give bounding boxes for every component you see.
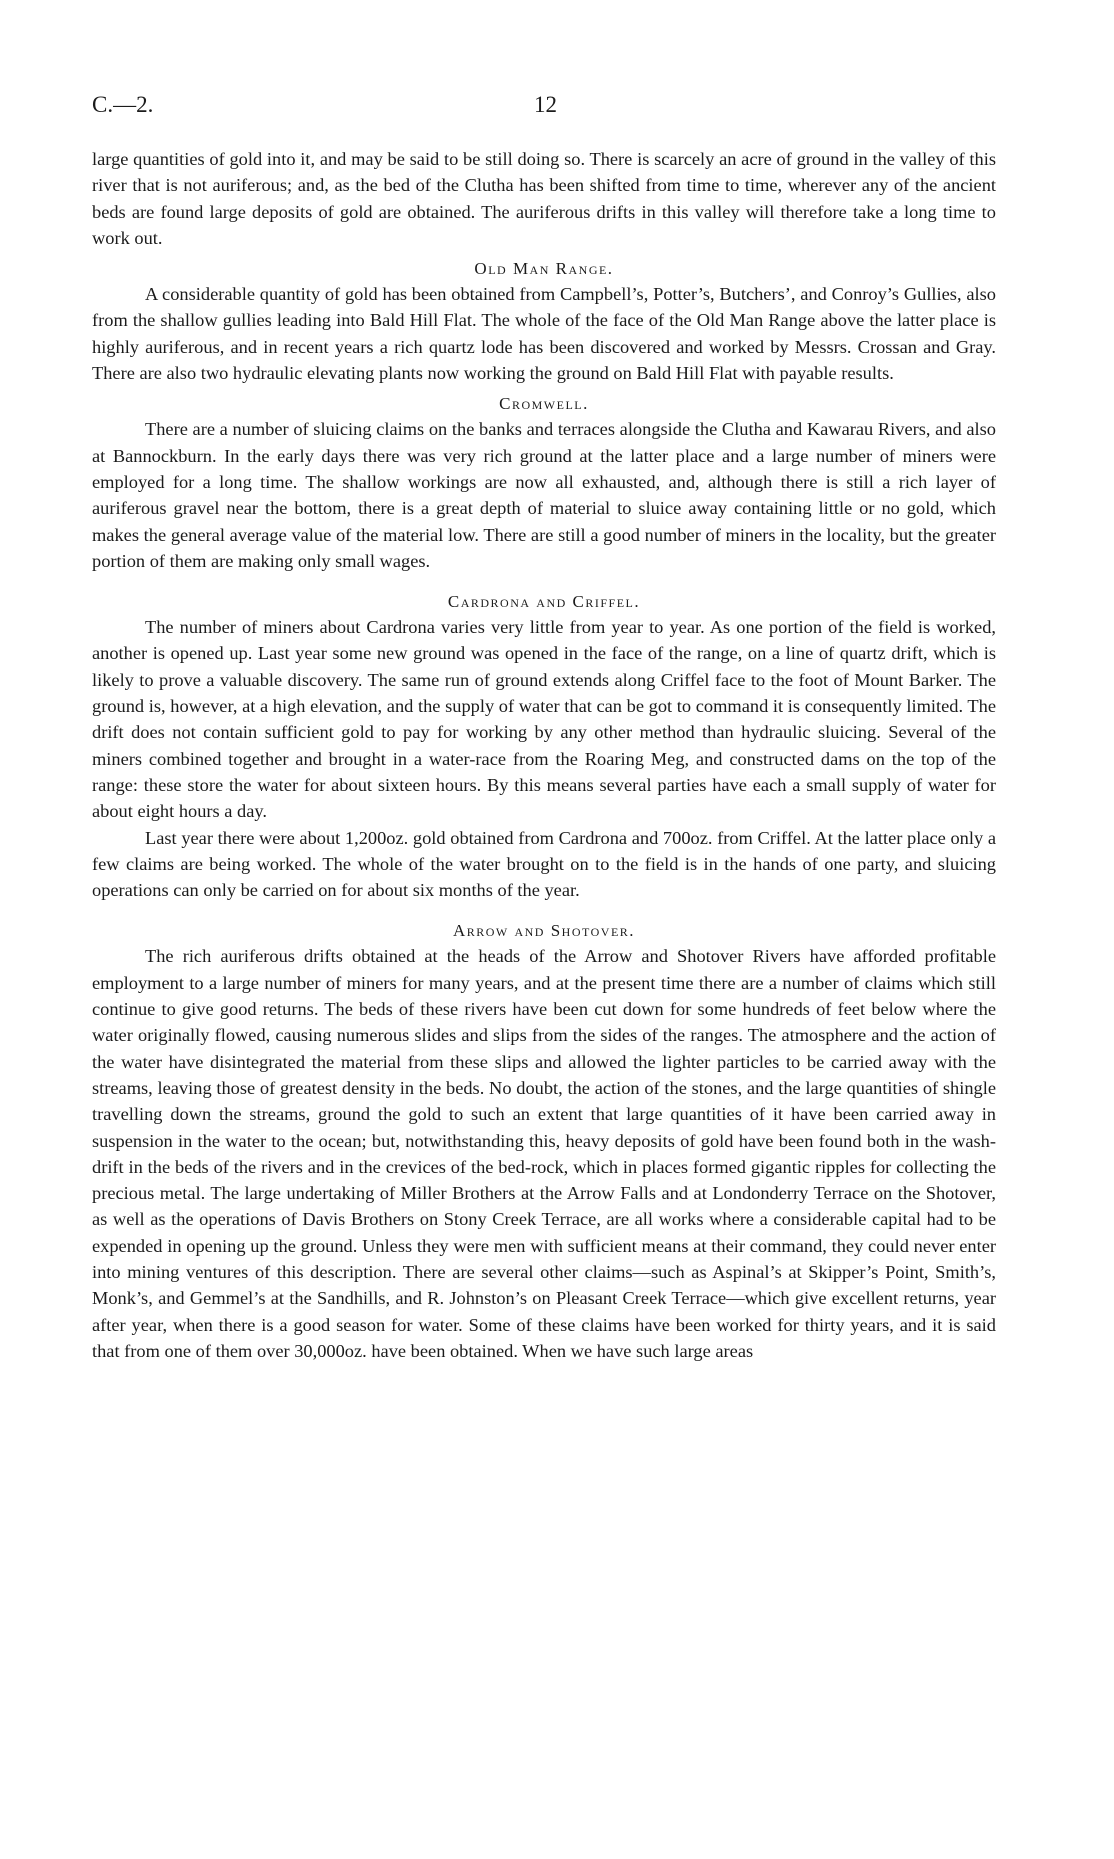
arrow-shotover-paragraph: The rich auriferous drifts obtained at the heads of the Arrow and Shotover Rivers have afforded profitable employment to a large number of miners for many years, and at the present time there are a number of claims which still continue to give good returns. The beds of these rivers have been cut down for some hundreds of feet below where the water originally flowed, causing numerous slides and slips from the sides of the ranges. The atmosphere and the action of the water have disintegrated the material from these slips and allowed the lighter particles to be carried away with the streams, leaving those of greatest density in the beds. No doubt, the action of the stones, and the large quantities of shingle travelling down the streams, ground the gold to such an extent that large quantities of it have been carried away in suspension in the water to the ocean; but, notwithstanding this, heavy deposits of gold have been found both in the wash-drift in the beds of the rivers and in the crevices of the bed-rock, which in places formed gigantic ripples for collecting the precious metal. The large undertaking of Miller Brothers at the Arrow Falls and at Londonderry Terrace on the Shotover, as well as the operations of Davis Brothers on Stony Creek Terrace, are all works where a considerable capital had to be expended in opening up the ground. Unless they were men with sufficient means at their command, they could never enter into mining ventures of this description. There are several other claims—such as Aspinal’s at Skipper’s Point, Smith’s, Monk’s, and Gemmel’s at the Sandhills, and R. Johnston’s on Pleasant Creek Terrace—which give excellent returns, year after year, when there is a good season for water. Some of these claims have been worked for thirty years, and it is said that from one of them over 30,000oz. have been obtained. When we have such large areas: [92, 946, 996, 1361]
heading-cromwell: Cromwell.: [499, 394, 589, 414]
document-body: [92, 146, 996, 1364]
heading-cardrona-criffel: Cardrona and Criffel.: [447, 592, 641, 612]
page-header: [92, 92, 996, 128]
intro-paragraph: large quantities of gold into it, and may be said to be still doing so. There is scarcely an acre of ground in the valley of this river that is not auriferous; and, as the bed of the Clutha has been shifted from time to time, wherever any of the ancient beds are found large deposits of gold are obtained. The auriferous drifts in this valley will therefore take a long time to work out.: [92, 149, 996, 248]
heading-arrow-shotover: Arrow and Shotover.: [452, 921, 636, 941]
document-page: [92, 92, 996, 1364]
page-number: 12: [534, 92, 557, 117]
heading-old-man-range: Old Man Range.: [474, 259, 614, 279]
cardrona-paragraph-2: Last year there were about 1,200oz. gold obtained from Cardrona and 700oz. from Criffel. At the latter place only a few claims are being worked. The whole of the water brought on to the field is in the hands of one party, and sluicing operations can only be carried on for about six months of the year.: [92, 827, 996, 901]
cromwell-paragraph: There are a number of sluicing claims on the banks and terraces alongside the Clutha and Kawarau Rivers, and also at Bannockburn. In the early days there was very rich ground at the latter place and a large number of miners were employed for a long time. The shallow workings are now all exhausted, and, although there is still a rich layer of auriferous gravel near the bottom, there is a great depth of material to sluice away containing little or no gold, which makes the general average value of the material low. There are still a good number of miners in the locality, but the greater portion of them are making only small wages.: [92, 419, 996, 571]
cardrona-paragraph-1: The number of miners about Cardrona varies very little from year to year. As one portion of the field is worked, another is opened up. Last year some new ground was opened in the face of the range, on a line of quartz drift, which is likely to prove a valuable discovery. The same run of ground extends along Criffel face to the foot of Mount Barker. The ground is, however, at a high elevation, and the supply of water that can be got to command it is consequently limited. The drift does not contain sufficient gold to pay for working by any other method than hydraulic sluicing. Several of the miners combined together and brought in a water-race from the Roaring Meg, and constructed dams on the top of the range: these store the water for about sixteen hours. By this means several parties have each a small supply of water for about eight hours a day.: [92, 617, 996, 822]
old-man-range-paragraph: A considerable quantity of gold has been obtained from Campbell’s, Potter’s, Butchers’, and Conroy’s Gullies, also from the shallow gullies leading into Bald Hill Flat. The whole of the face of the Old Man Range above the latter place is highly auriferous, and in recent years a rich quartz lode has been discovered and worked by Messrs. Crossan and Gray. There are also two hydraulic elevating plants now working the ground on Bald Hill Flat with payable results.: [92, 284, 996, 384]
document-reference: C.—2.: [92, 92, 154, 117]
